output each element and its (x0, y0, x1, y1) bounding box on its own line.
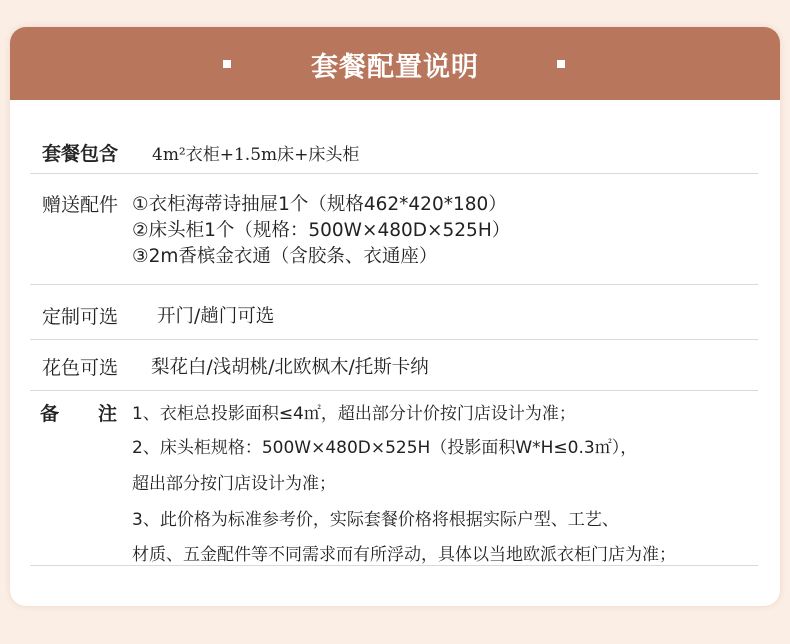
right-square-icon (557, 60, 565, 68)
gifts-label: 赠送配件 (42, 194, 119, 216)
gift-item: ②床头柜1个（规格：500W×480D×525H） (132, 220, 511, 241)
gift-item: ③2m香槟金衣通（含胶条、衣通座） (132, 246, 438, 267)
note-line: 超出部分按门店设计为准； (132, 474, 336, 494)
note-line: 1、衣柜总投影面积≤4㎡，超出部分计价按门店设计为准； (132, 404, 576, 424)
custom-label: 定制可选 (42, 306, 119, 328)
package-value: 4m²衣柜+1.5m床+床头柜 (152, 145, 360, 165)
notes-label-char-2: 注 (98, 403, 118, 425)
config-card (10, 27, 780, 606)
custom-value: 开门/趟门可选 (157, 306, 275, 327)
note-line: 材质、五金配件等不同需求而有所浮动，具体以当地欧派衣柜门店为准； (132, 545, 676, 565)
divider (30, 173, 758, 174)
note-line: 3、此价格为标准参考价，实际套餐价格将根据实际户型、工艺、 (132, 510, 619, 530)
divider (30, 339, 758, 340)
gift-item: ①衣柜海蒂诗抽屉1个（规格462*420*180） (132, 194, 507, 215)
card-header (10, 27, 780, 100)
divider (30, 284, 758, 285)
notes-label-char-1: 备 (40, 403, 60, 425)
colors-label: 花色可选 (42, 357, 119, 379)
package-label: 套餐包含 (42, 143, 119, 165)
note-line: 2、床头柜规格：500W×480D×525H（投影面积W*H≤0.3㎡）， (132, 438, 638, 458)
colors-value: 梨花白/浅胡桃/北欧枫木/托斯卡纳 (151, 357, 429, 378)
divider (30, 390, 758, 391)
header-title: 套餐配置说明 (311, 52, 479, 83)
divider (30, 565, 758, 566)
